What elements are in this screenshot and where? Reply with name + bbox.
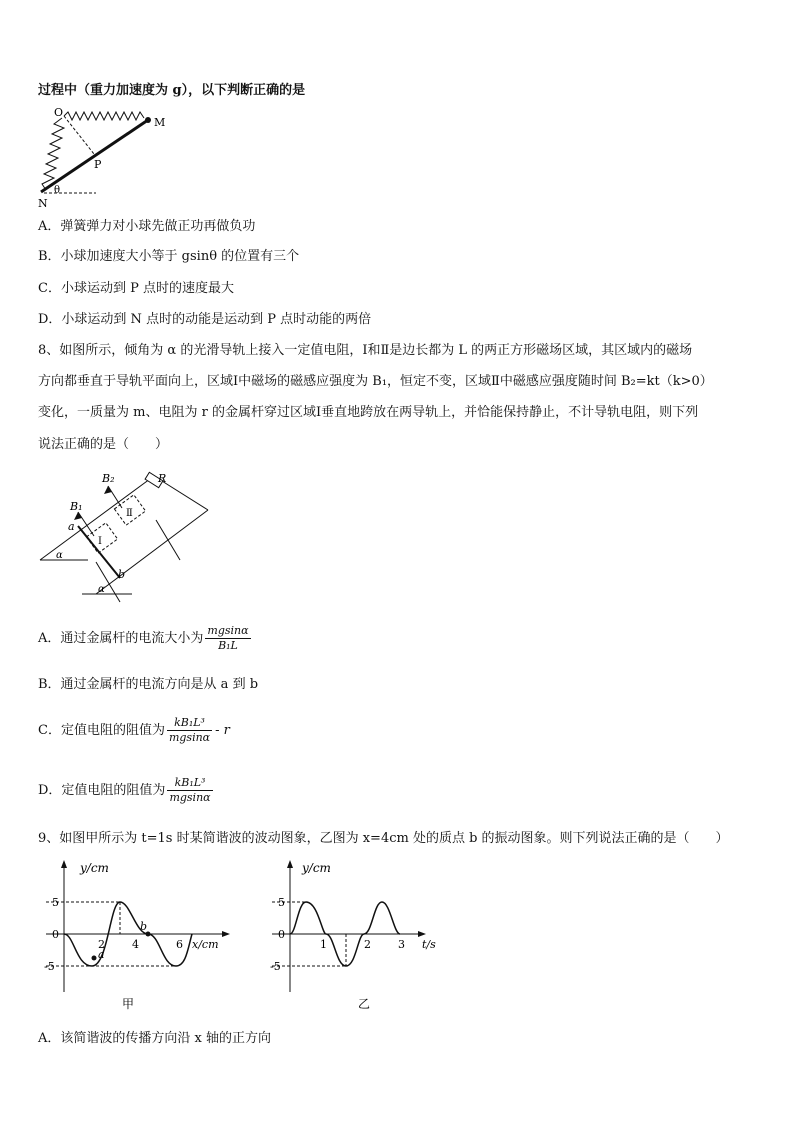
jia-y0: 0 (52, 928, 59, 941)
yi-y0: 0 (278, 928, 285, 941)
fraction-num: mgsinα (207, 624, 249, 637)
label-region-I: Ⅰ (98, 536, 102, 547)
q8-option-c-tail: - r (215, 723, 230, 738)
jia-x6: 6 (176, 938, 183, 951)
yi-xlabel: t/s (422, 938, 436, 951)
q8-option-c-text: C．定值电阻的阻值为 (38, 723, 165, 738)
q9-stem: 9、如图甲所示为 t=1s 时某简谐波的波动图象，乙图为 x=4cm 处的质点 b 的振动图象。则下列说法正确的是（ ） (38, 831, 729, 846)
label-B1: B₁ (70, 500, 83, 513)
label-b: b (118, 568, 126, 581)
label-N: N (38, 197, 48, 210)
label-region-II: Ⅱ (126, 508, 133, 519)
q8-stem-line2: 方向都垂直于导轨平面向上，区域Ⅰ中磁场的磁感应强度为 B₁，恒定不变，区域Ⅱ中磁感应强度随时间 B₂=kt（k>0） (38, 374, 713, 389)
jia-yneg5: -5 (44, 960, 55, 973)
jia-y5: 5 (52, 896, 59, 909)
jia-xlabel: x/cm (192, 938, 219, 951)
fraction-current (205, 624, 250, 653)
yi-t3: 3 (398, 938, 405, 951)
jia-x2: 2 (98, 938, 105, 951)
yi-caption: 乙 (358, 997, 371, 1011)
label-a: a (68, 520, 75, 533)
fraction-num: kB₁L³ (167, 776, 212, 791)
yi-ylabel: y/cm (302, 861, 331, 875)
q7-option-b: B．小球加速度大小等于 gsinθ 的位置有三个 (38, 249, 300, 264)
jia-point-b: b (140, 920, 148, 933)
q8-option-a-text: A．通过金属杆的电流大小为 (38, 631, 204, 646)
q7-option-d: D．小球运动到 N 点时的动能是运动到 P 点时动能的两倍 (38, 312, 372, 327)
fraction-resistance-c (167, 716, 212, 745)
label-alpha-lower: α (98, 584, 105, 595)
fraction-num: kB₁L³ (167, 716, 212, 731)
q7-option-c: C．小球运动到 P 点时的速度最大 (38, 281, 234, 296)
q8-option-a (38, 624, 251, 653)
figure-rails-fields (38, 468, 188, 598)
q9-option-a: A．该简谐波的传播方向沿 x 轴的正方向 (38, 1031, 271, 1046)
fraction-resistance-d (167, 776, 212, 805)
label-P: P (94, 158, 102, 171)
fraction-den: mgsinα (168, 731, 211, 744)
label-alpha-upper: α (56, 550, 63, 561)
label-R: R (158, 472, 167, 485)
q7-option-a: A．弹簧弹力对小球先做正功再做负功 (38, 219, 256, 234)
graph-vibration-yi (262, 858, 462, 1018)
fraction-den: mgsinα (169, 791, 211, 804)
q8-option-d-text: D．定值电阻的阻值为 (38, 783, 166, 798)
label-M: M (154, 116, 166, 129)
label-theta: θ (54, 185, 61, 196)
jia-ylabel: y/cm (80, 861, 109, 875)
yi-t1: 1 (320, 938, 327, 951)
jia-x4: 4 (132, 938, 139, 951)
q8-stem-line4: 说法正确的是（ ） (38, 437, 169, 452)
yi-t2: 2 (364, 938, 371, 951)
graph-wave-jia (36, 858, 236, 1018)
yi-y5: 5 (278, 896, 285, 909)
yi-yneg5: -5 (270, 960, 281, 973)
jia-point-a: a (98, 948, 105, 961)
fraction-den: B₁L (218, 639, 238, 652)
intro-text: 过程中（重力加速度为 g），以下判断正确的是 (38, 83, 306, 98)
q8-option-d (38, 776, 213, 805)
figure-spring-rod (36, 104, 176, 209)
q8-option-c (38, 716, 230, 745)
label-O: O (54, 106, 64, 119)
label-B2: B₂ (102, 472, 115, 485)
jia-caption: 甲 (122, 997, 135, 1011)
q8-stem-line1: 8、如图所示，倾角为 α 的光滑导轨上接入一定值电阻，Ⅰ和Ⅱ是边长都为 L 的两正方形磁场区域，其区域内的磁场 (38, 343, 693, 358)
q8-option-b: B．通过金属杆的电流方向是从 a 到 b (38, 677, 259, 692)
q8-stem-line3: 变化，一质量为 m、电阻为 r 的金属杆穿过区域Ⅰ垂直地跨放在两导轨上，并恰能保持静止，不计导轨电阻，则下列 (38, 405, 699, 420)
